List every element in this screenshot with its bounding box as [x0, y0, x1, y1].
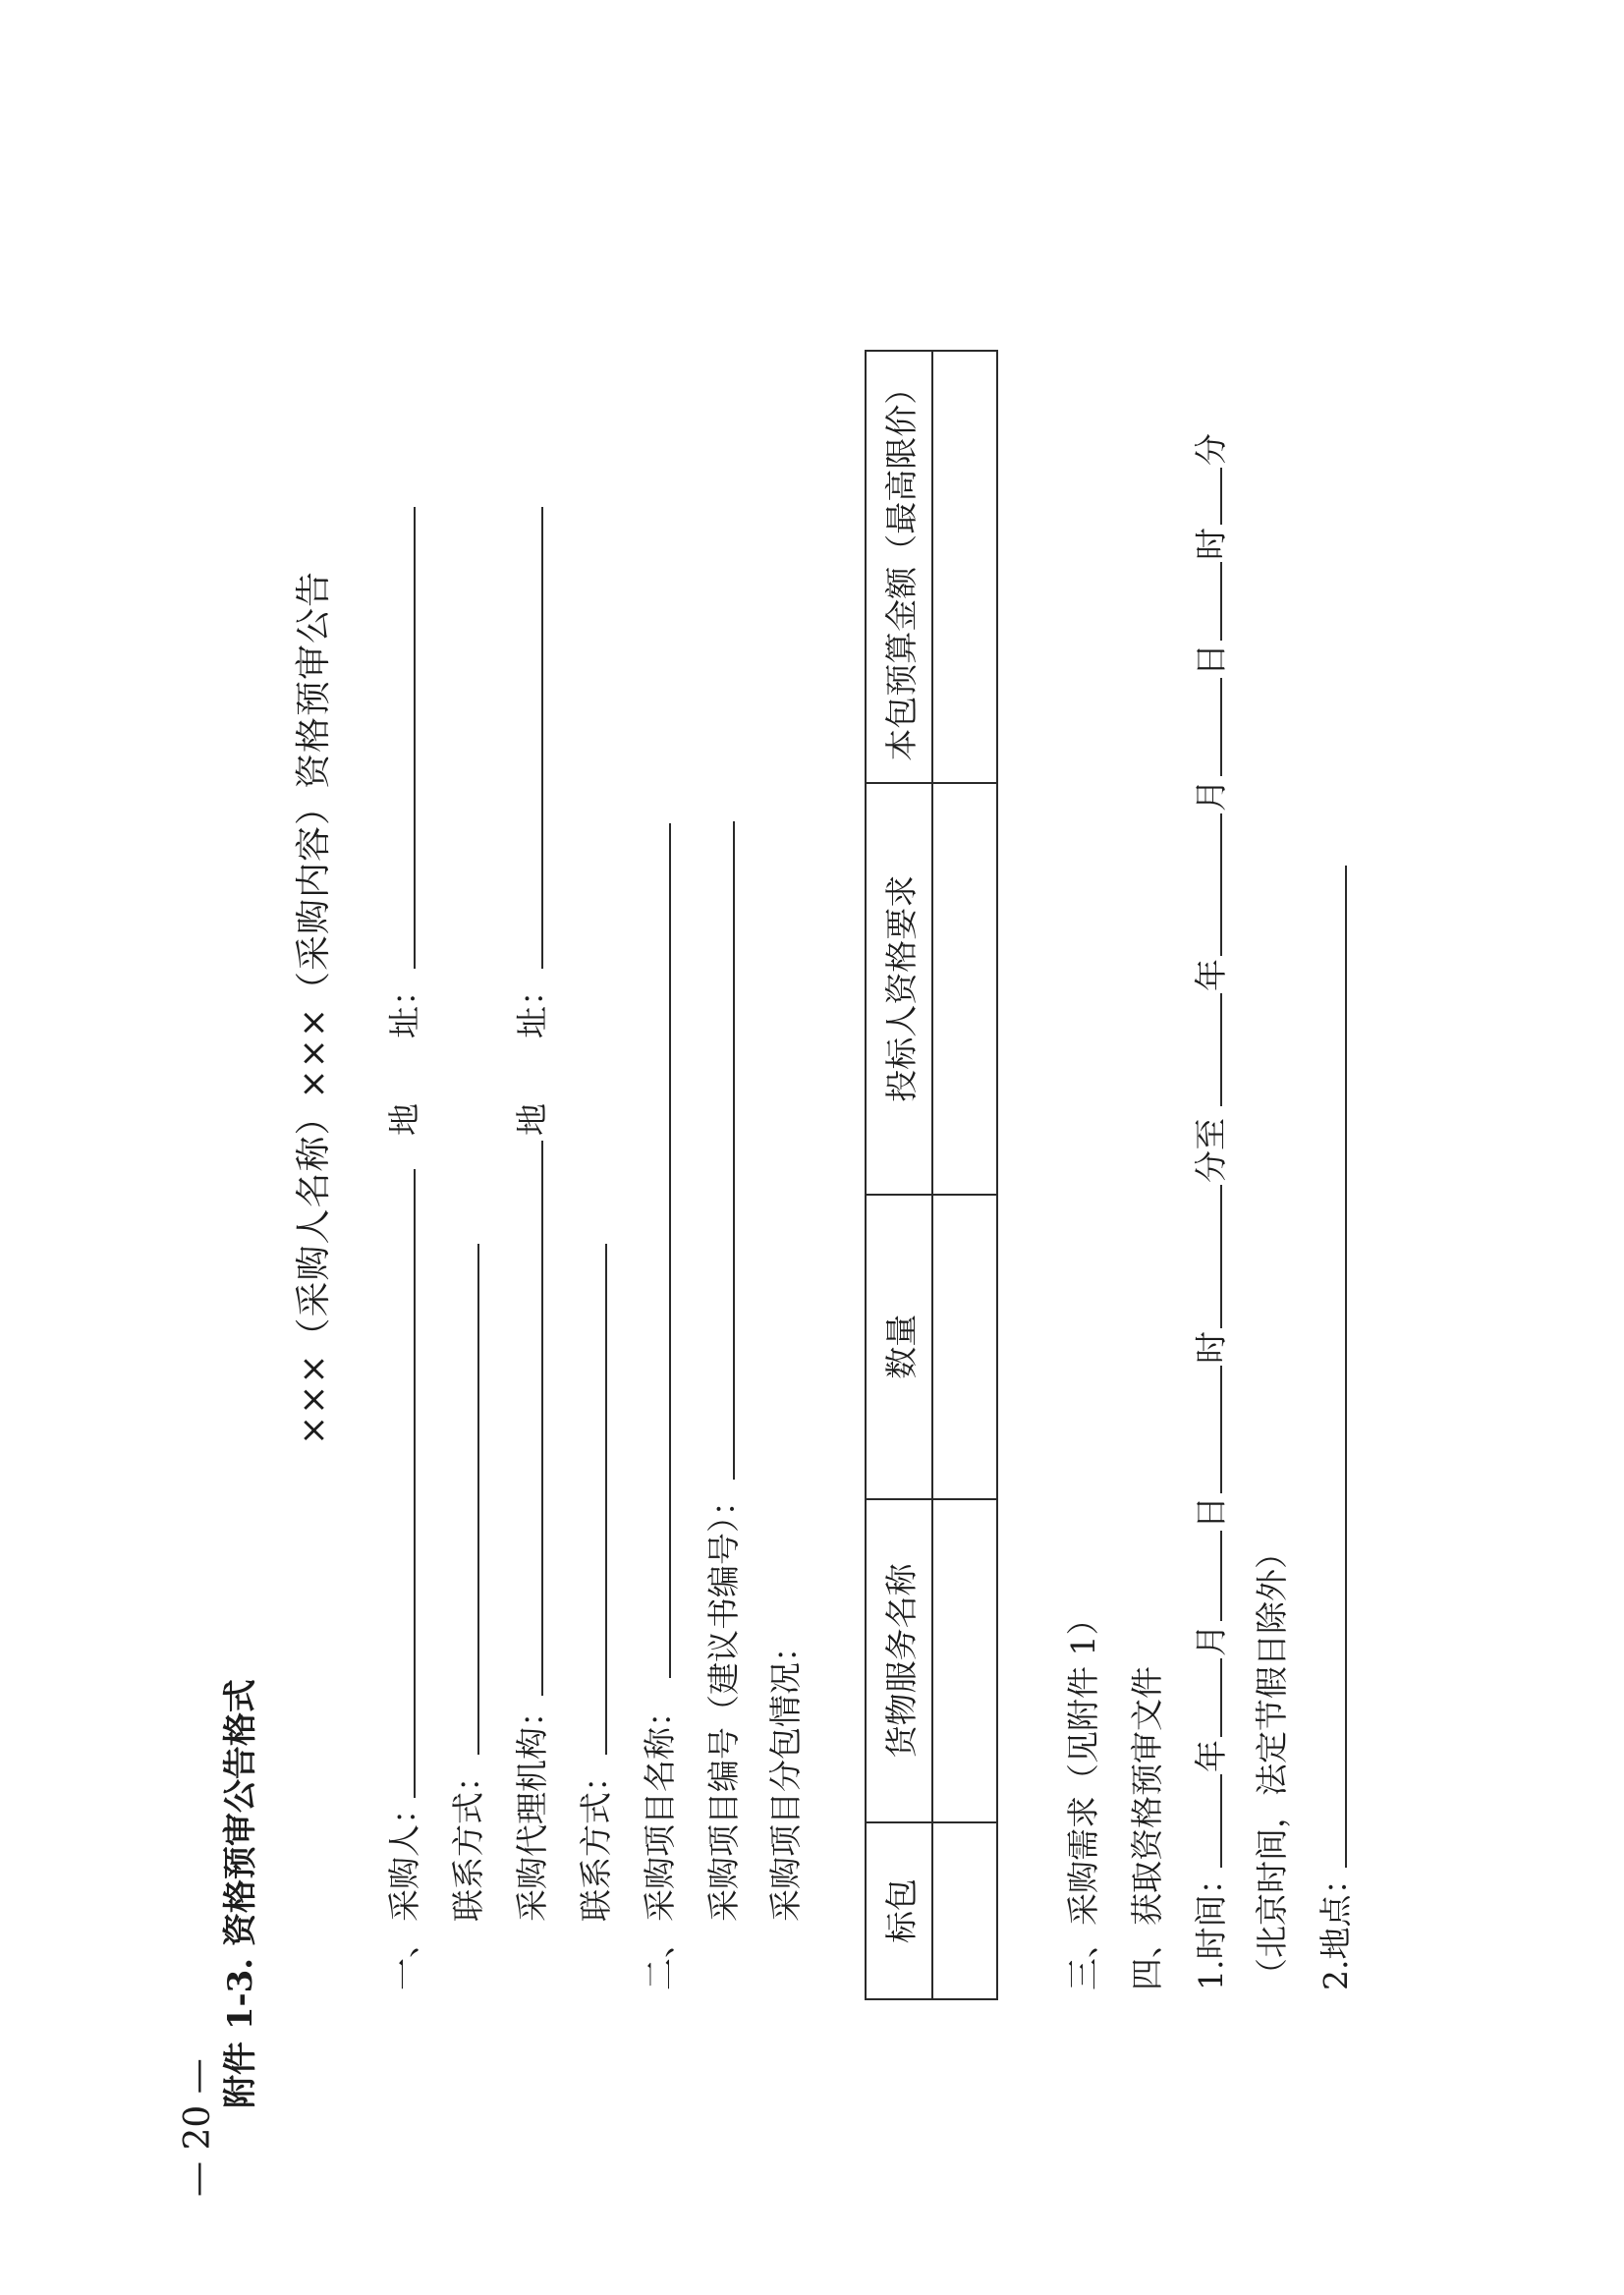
- lots-table-header: [866, 351, 932, 1999]
- project-code-label: 采购项目编号（建议书编号）：: [704, 1483, 743, 1922]
- agency-address-label: 地 址：: [513, 974, 551, 1136]
- purchaser-address-label: 地 址：: [385, 974, 423, 1136]
- unit-year-end: 年: [1192, 959, 1230, 991]
- time-start-month-field[interactable]: [1220, 1658, 1222, 1737]
- unit-day-end: 日: [1192, 644, 1230, 676]
- place-row: [1316, 576, 1360, 1990]
- section1-heading: 一、: [385, 1926, 423, 1990]
- agency-contact-row: [577, 1234, 620, 1922]
- agency-label: 采购代理机构：: [513, 1695, 551, 1922]
- cell-budget[interactable]: [932, 351, 997, 783]
- unit-month: 月: [1192, 1624, 1230, 1656]
- time-end-year-field[interactable]: [1220, 993, 1222, 1106]
- project-name-row: [641, 812, 684, 1990]
- project-code-row: [704, 743, 748, 1922]
- notice-title: ×××（采购人名称）×××（采购内容）资格预审公告: [294, 571, 334, 1445]
- section3-text: 三、采购需求（见附件 1）: [1064, 1602, 1102, 1990]
- time-note: （北京时间，法定节假日除外）: [1253, 1537, 1291, 1990]
- purchaser-contact-label: 联系方式：: [449, 1760, 487, 1922]
- purchaser-row: [385, 507, 428, 1990]
- unit-hour: 时: [1192, 1331, 1230, 1364]
- project-name-field[interactable]: [669, 823, 671, 1678]
- purchaser-field[interactable]: [414, 1169, 416, 1798]
- project-name-label: 采购项目名称：: [641, 1695, 679, 1922]
- unit-day: 日: [1192, 1496, 1230, 1529]
- agency-row: [513, 507, 556, 1922]
- header-lot: 标包: [866, 1822, 932, 1999]
- time-label: 1.时间：: [1192, 1862, 1230, 1990]
- header-qualification: 投标人资格要求: [866, 783, 932, 1195]
- purchaser-address-field[interactable]: [414, 507, 416, 969]
- page-number: — 20 —: [178, 2058, 218, 2197]
- agency-contact-label: 联系方式：: [577, 1760, 615, 1922]
- section2-heading: 二、: [641, 1926, 679, 1990]
- header-item-name: 货物服务名称: [866, 1499, 932, 1823]
- agency-field[interactable]: [541, 1141, 543, 1696]
- place-label: 2.地点：: [1316, 1862, 1355, 1990]
- time-row: [1192, 433, 1235, 1990]
- time-end-day-field[interactable]: [1220, 678, 1222, 776]
- cell-quantity[interactable]: [932, 1195, 997, 1499]
- unit-minute-to: 分至: [1192, 1118, 1230, 1183]
- unit-hour-end: 时: [1192, 528, 1230, 560]
- table-row: [932, 351, 997, 1999]
- time-end-hour-field[interactable]: [1220, 562, 1222, 641]
- cell-qualification[interactable]: [932, 783, 997, 1195]
- cell-item-name[interactable]: [932, 1499, 997, 1823]
- cell-lot[interactable]: [932, 1822, 997, 1999]
- place-field[interactable]: [1345, 866, 1347, 1868]
- section4-heading: 四、获取资格预审文件: [1128, 1666, 1166, 1990]
- time-start-year-field[interactable]: [1220, 1774, 1222, 1868]
- purchaser-contact-row: [449, 1234, 492, 1922]
- unit-minute-end: 分: [1192, 433, 1230, 466]
- agency-address-field[interactable]: [541, 507, 543, 969]
- time-start-day-field[interactable]: [1220, 1531, 1222, 1621]
- time-start-hour-field[interactable]: [1220, 1366, 1222, 1493]
- project-code-field[interactable]: [733, 821, 735, 1480]
- time-end-minute-field[interactable]: [1220, 468, 1222, 525]
- attachment-title: 附件 1-3. 资格预审公告格式: [221, 1679, 260, 2108]
- lots-label: 采购项目分包情况：: [766, 1630, 805, 1922]
- header-budget: 本包预算金额（最高限价）: [866, 351, 932, 783]
- header-quantity: 数量: [866, 1195, 932, 1499]
- purchaser-label: 采购人：: [385, 1792, 423, 1922]
- purchaser-contact-field[interactable]: [477, 1244, 479, 1755]
- time-start-minute-field[interactable]: [1220, 1185, 1222, 1328]
- agency-contact-field[interactable]: [605, 1244, 607, 1755]
- lots-table: [865, 350, 998, 2000]
- unit-month-end: 月: [1192, 779, 1230, 812]
- unit-year: 年: [1192, 1740, 1230, 1772]
- time-end-month-field[interactable]: [1220, 813, 1222, 956]
